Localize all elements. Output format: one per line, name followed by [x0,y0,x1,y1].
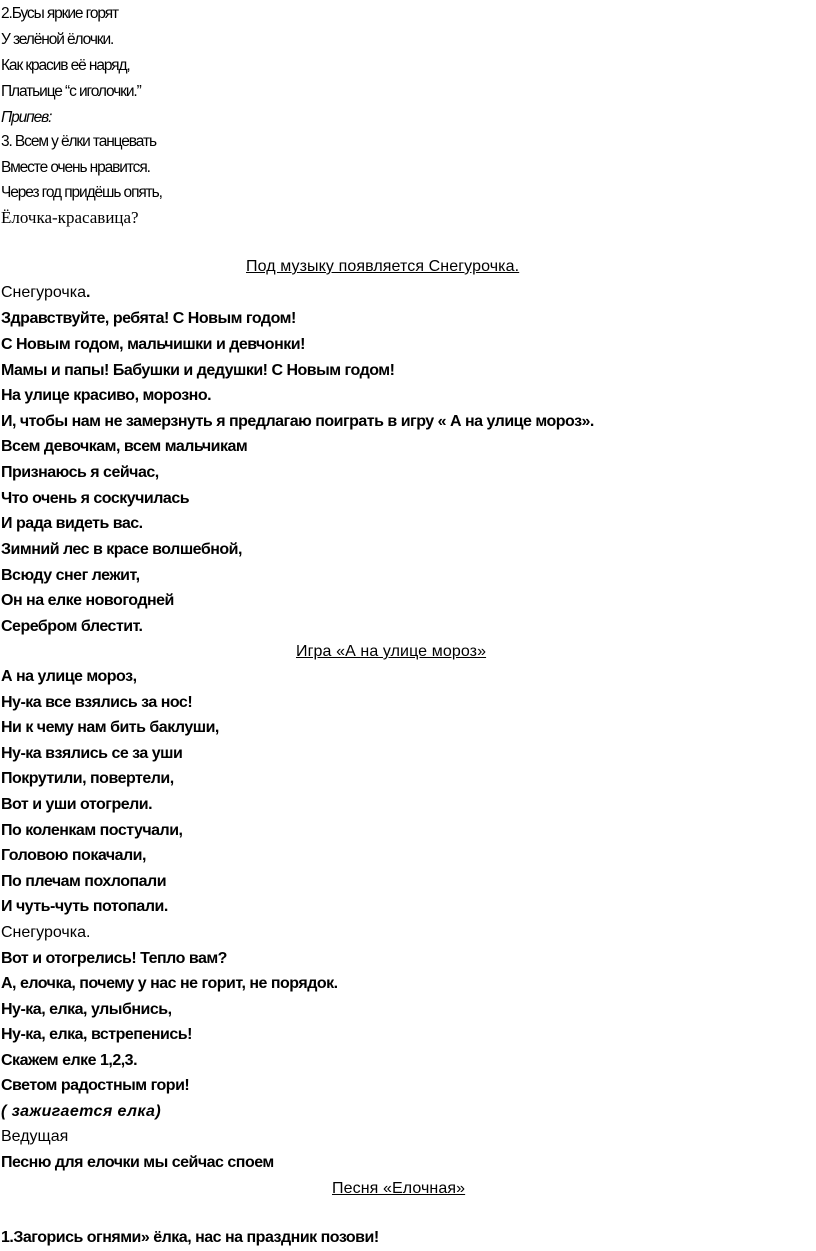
speech-line: И рада видеть вас. [1,515,143,532]
refrain-label: Припев: [1,109,52,126]
game-line: Вот и уши отогрели. [1,796,153,813]
game-title: Игра «А на улице мороз» [296,643,487,660]
song-title: Песня «Елочная» [332,1180,466,1197]
speech-line: Мамы и папы! Бабушки и дедушки! С Новым годом! [1,362,395,379]
game-line: Ну-ка взялись се за уши [1,745,183,762]
verse-line: 2.Бусы яркие горят [1,5,118,22]
speech-line: Всем девочкам, всем мальчикам [1,438,248,455]
stage-direction: Под музыку появляется Снегурочка. [246,258,520,275]
speech-line: Скажем елке 1,2,3. [1,1052,138,1069]
verse-line: У зелёной ёлочки. [1,31,114,48]
speech-line: Серебром блестит. [1,618,143,635]
speech-line: Вот и отогрелись! Тепло вам? [1,950,227,967]
song-line: 1.Загорись огнями» ёлка, нас на праздник позови! [1,1229,379,1246]
speech-line: С Новым годом, мальчишки и девчонки! [1,336,305,353]
verse-line: Платьице “с иголочки.” [1,83,141,100]
speaker-dot: . [85,284,91,301]
stage-direction: ( зажигается елка) [1,1103,162,1120]
speech-line: И, чтобы нам не замерзнуть я предлагаю поиграть в игру « А на улице мороз». [1,413,594,430]
speaker-name: Ведущая [1,1128,69,1145]
verse-line: Как красив её наряд, [1,57,130,74]
game-line: Ни к чему нам бить баклуши, [1,719,219,736]
speech-line: На улице красиво, морозно. [1,387,212,404]
speech-line: Здравствуйте, ребята! С Новым годом! [1,310,296,327]
speech-line: Светом радостным гори! [1,1077,190,1094]
speech-line: Признаюсь я сейчас, [1,464,159,481]
game-line: Покрутили, повертели, [1,770,174,787]
speech-line: Ну-ка, елка, встрепенись! [1,1026,192,1043]
speaker-label: Снегурочка [1,284,86,301]
speech-line: Зимний лес в красе волшебной, [1,541,242,558]
verse-line: 3. Всем у ёлки танцевать [1,133,156,150]
verse-line: Ёлочка-красавица? [1,208,139,227]
game-line: Головою покачали, [1,847,146,864]
speech-line: А, елочка, почему у нас не горит, не порядок. [1,975,338,992]
game-line: Ну-ка все взялись за нос! [1,694,193,711]
game-line: По коленкам постучали, [1,822,183,839]
game-line: И чуть-чуть потопали. [1,898,168,915]
speech-line: Ну-ка, елка, улыбнись, [1,1001,172,1018]
speaker-name [1,283,90,303]
speaker-name: Снегурочка. [1,924,91,941]
speech-line: Песню для елочки мы сейчас споем [1,1154,274,1171]
verse-line: Через год придёшь опять, [1,184,162,201]
verse-line: Вместе очень нравится. [1,159,150,176]
speech-line: Что очень я соскучилась [1,490,190,507]
speech-line: Он на елке новогодней [1,592,174,609]
game-line: По плечам похлопали [1,873,167,890]
game-line: А на улице мороз, [1,668,137,685]
speech-line: Всюду снег лежит, [1,567,140,584]
